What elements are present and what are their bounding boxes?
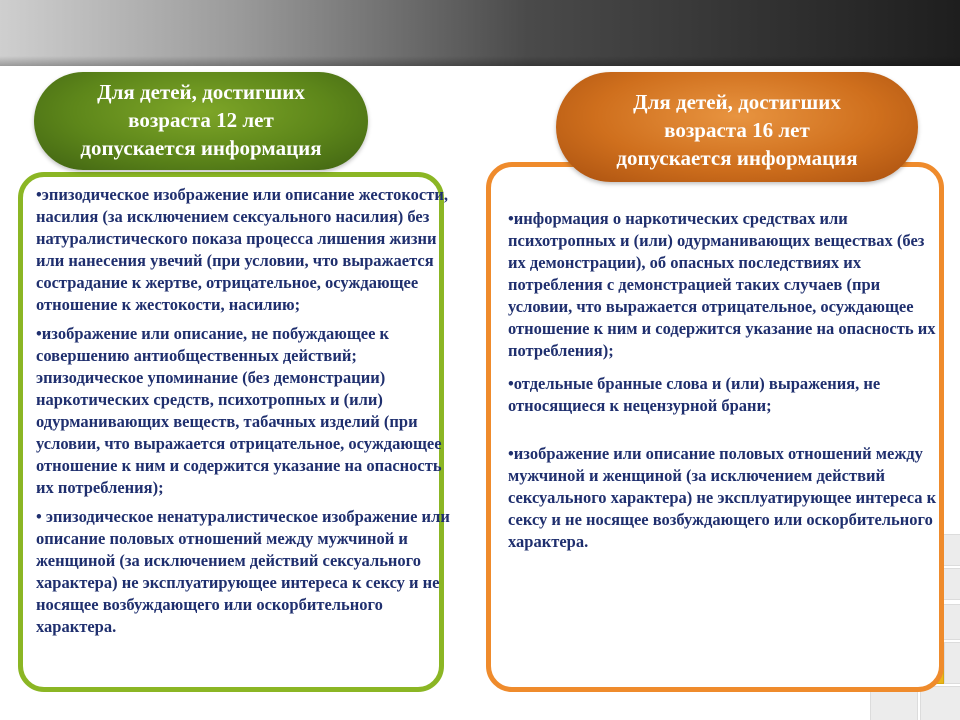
left-header-line-3: допускается информация bbox=[80, 136, 322, 160]
right-header-line-1: Для детей, достигших bbox=[633, 90, 841, 114]
left-header-line-2: возраста 12 лет bbox=[128, 108, 274, 132]
right-item-2: •отдельные бранные слова и (или) выражения, не относящиеся к нецензурной брани; bbox=[508, 374, 881, 415]
left-items bbox=[36, 184, 456, 638]
right-item-3: •изображение или описание половых отношений между мужчиной и женщиной (за исключением действий сексуального характера) не эксплуатирующее интереса к сексу и не носящее возбуждающего или оскорбительного характера. bbox=[508, 444, 937, 551]
left-item-1: •эпизодическое изображение или описание жестокости, насилия (за исключением сексуального насилия) без натуралистического показа процесса лишения жизни или нанесения увечий (при условии, что выражается сострадание к жертве, отрицательное, осуждающее отношение к жестокости, насилию; bbox=[36, 185, 448, 314]
right-items bbox=[508, 208, 938, 553]
right-header-line-3: допускается информация bbox=[616, 146, 858, 170]
left-header-pill bbox=[34, 72, 368, 170]
right-header-line-2: возраста 16 лет bbox=[664, 118, 810, 142]
left-item-2: •изображение или описание, не побуждающее к совершению антиобщественных действий; эпизодическое упоминание (без демонстрации) наркотических средств, психотропных и (или) одурманивающих веществ, табачных изделий (при условии, что выражается отрицательное, осуждающее отношение к ним и содержится указание на опасность их потребления); bbox=[36, 324, 442, 497]
top-banner bbox=[0, 0, 960, 66]
right-item-1: •информация о наркотических средствах или психотропных и (или) одурманивающих веществах (без их демонстрации), об опасных последствиях их потребления с демонстрацией таких случаев (при условии, что выражается отрицательное, осуждающее отношение к ним и содержится указание на опасность их потребления); bbox=[508, 209, 936, 360]
left-header-line-1: Для детей, достигших bbox=[97, 80, 305, 104]
left-item-3: • эпизодическое ненатуралистическое изображение или описание половых отношений между мужчиной и женщиной (за исключением действий сексуального характера) не эксплуатирующее интереса к сексу и не носящее возбуждающего или оскорбительного характера. bbox=[36, 507, 450, 636]
right-header-pill bbox=[556, 72, 918, 182]
